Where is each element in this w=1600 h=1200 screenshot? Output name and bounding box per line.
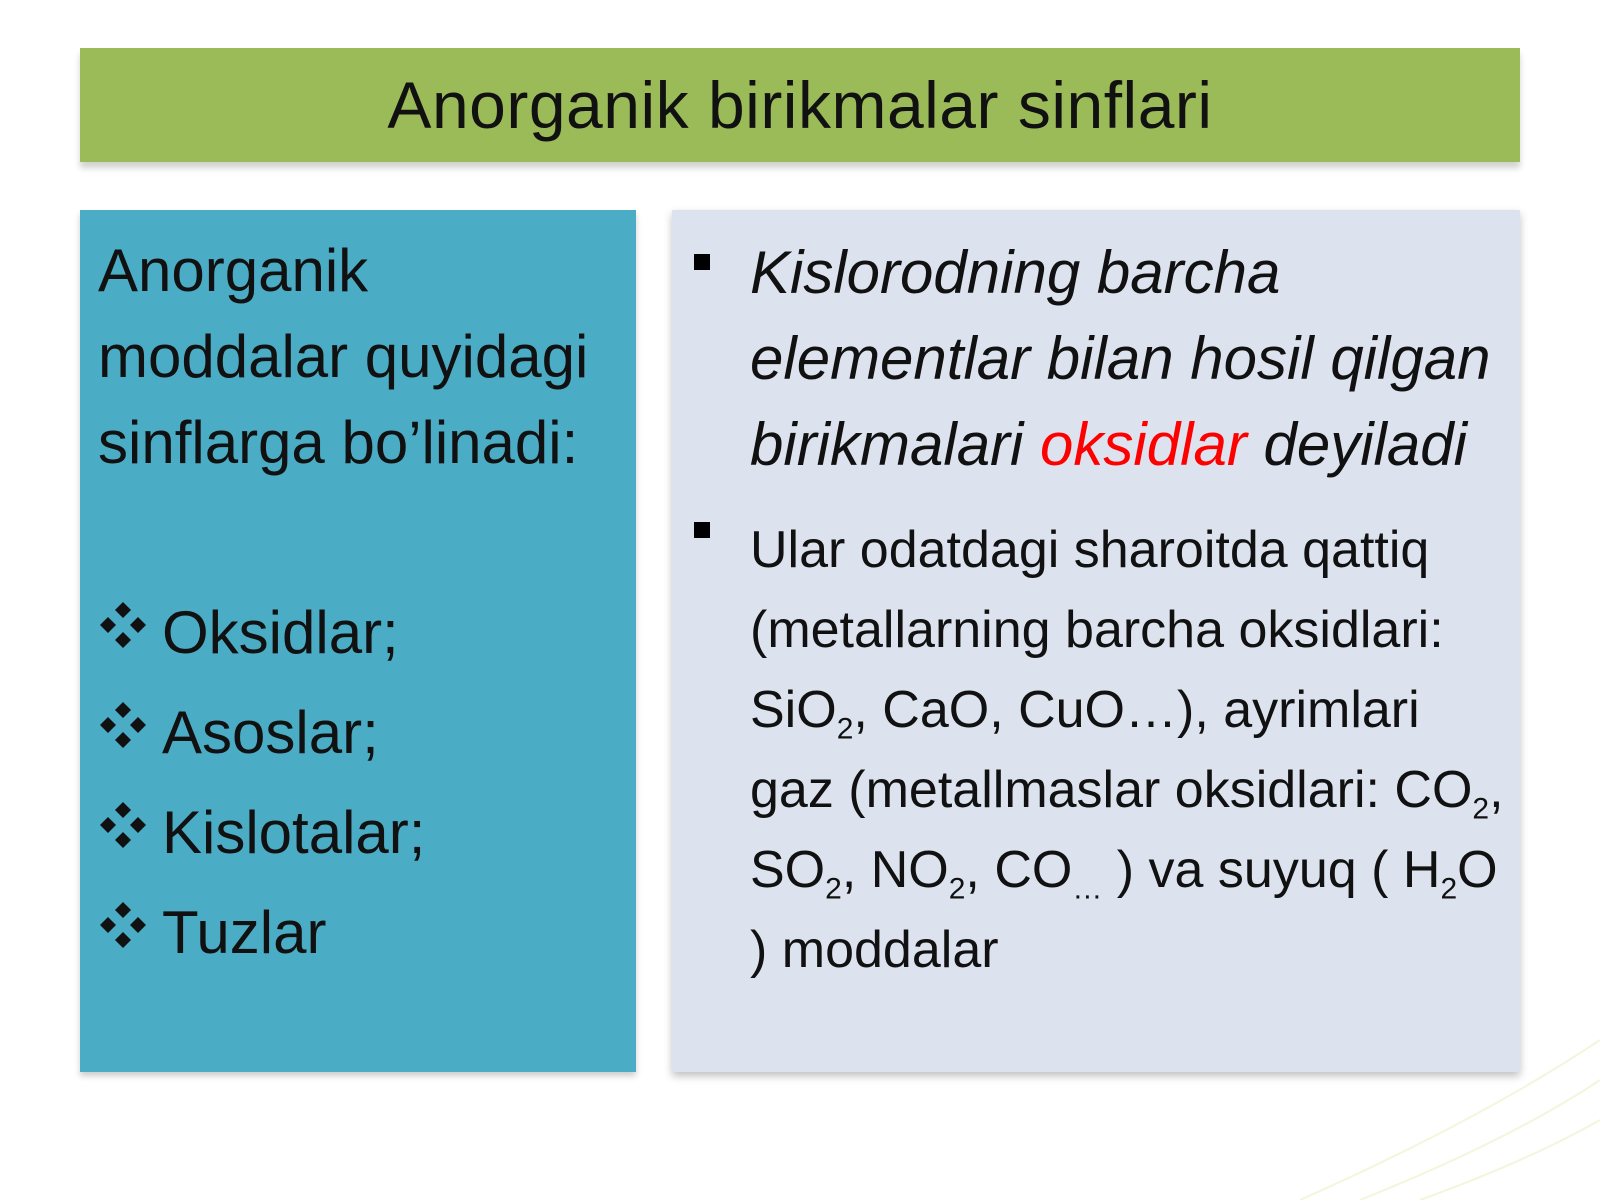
definition-panel [672,210,1520,1072]
states-text: , CO [965,841,1073,899]
subscript: 2 [1472,792,1490,826]
square-bullet-icon [694,254,710,270]
states-text: Ular odatdagi sharoitda qattiq (metallarning barcha oksidlari: SiO [750,521,1444,739]
slide-title: Anorganik birikmalar sinflari [387,68,1213,142]
oxide-definition [750,230,1510,488]
classes-intro: Anorganik moddalar quyidagi sinflarga bo’linadi: [98,237,589,476]
class-item-tuzlar [98,898,626,998]
definition-bullet [694,230,1510,488]
subscript: 2 [948,872,966,906]
states-text: O ) moddalar [750,841,1498,979]
states-text: , NO [841,841,949,899]
class-label: Tuzlar [162,899,327,966]
class-list [98,598,626,998]
four-diamond-bullet-icon [98,900,148,950]
class-label: Kislotalar; [162,799,426,866]
subscript: 2 [836,712,854,746]
square-bullet-icon [694,522,710,538]
class-label: Oksidlar; [162,599,399,666]
title-bar [80,48,1520,162]
states-text: ) va suyuq ( H [1102,841,1441,899]
subscript: … [1072,872,1103,906]
states-bullet [694,510,1510,990]
class-item-oksidlar [98,598,626,698]
highlight-term: oksidlar [1040,411,1247,478]
states-text: , SO [750,761,1504,899]
subscript: 2 [1440,872,1458,906]
class-item-asoslar [98,698,626,798]
class-label: Asoslar; [162,699,379,766]
four-diamond-bullet-icon [98,700,148,750]
subscript: 2 [825,872,842,906]
definition-text-end: deyiladi [1246,411,1467,478]
states-description [750,510,1510,990]
four-diamond-bullet-icon [98,600,148,650]
classes-panel [80,210,636,1072]
definition-text: Kislorodning barcha elementlar bilan hosil qilgan birikmalari [750,239,1491,478]
class-item-kislotalar [98,798,626,898]
decorative-lines [1180,1020,1600,1200]
states-text: , CaO, CuO…), ayrimlari gaz (metallmaslar oksidlari: CO [750,681,1473,819]
four-diamond-bullet-icon [98,800,148,850]
